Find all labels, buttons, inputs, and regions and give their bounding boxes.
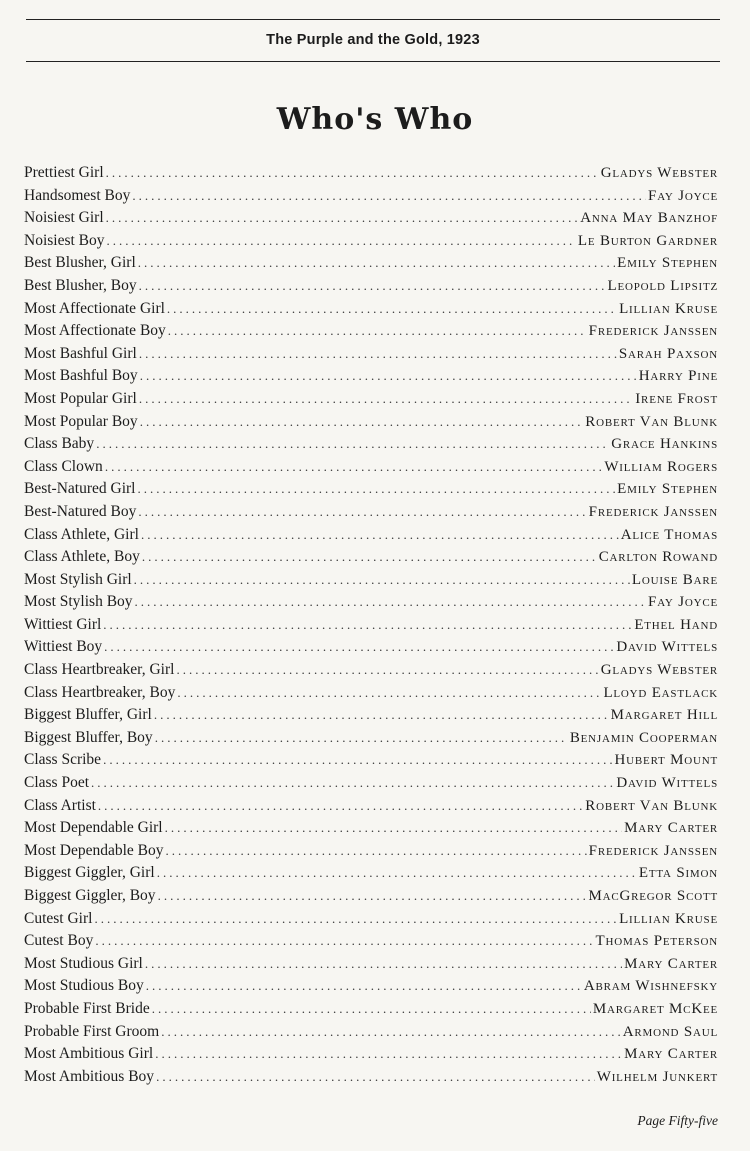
awardee-name: Robert Van Blunk xyxy=(585,797,718,814)
award-category: Best-Natured Girl xyxy=(24,480,136,498)
list-item xyxy=(24,774,718,797)
award-category: Most Dependable Girl xyxy=(24,819,163,837)
list-item xyxy=(24,458,718,481)
dot-leader xyxy=(145,956,622,972)
award-category: Most Popular Boy xyxy=(24,412,138,430)
award-category: Most Stylish Girl xyxy=(24,570,132,588)
list-item xyxy=(24,842,718,865)
list-item xyxy=(24,413,718,436)
list-item xyxy=(24,571,718,594)
dot-leader xyxy=(105,459,603,475)
dot-leader xyxy=(103,752,612,768)
award-category: Noisiest Boy xyxy=(24,231,105,249)
award-category: Most Stylish Boy xyxy=(24,593,133,611)
awardee-name: Frederick Janssen xyxy=(588,323,718,340)
list-item xyxy=(24,390,718,413)
dot-leader xyxy=(157,865,637,881)
list-item xyxy=(24,480,718,503)
dot-leader xyxy=(106,210,579,226)
award-category: Class Heartbreaker, Boy xyxy=(24,683,176,701)
list-item xyxy=(24,616,718,639)
awardee-name: Le Burton Gardner xyxy=(577,232,718,249)
award-category: Biggest Giggler, Girl xyxy=(24,864,155,882)
awardee-name: Thomas Peterson xyxy=(595,933,718,950)
dot-leader xyxy=(134,572,630,588)
dot-leader xyxy=(132,188,646,204)
award-category: Prettiest Girl xyxy=(24,164,104,181)
list-item xyxy=(24,593,718,616)
awardee-name: Margaret McKee xyxy=(592,1000,718,1017)
awardee-name: Armond Saul xyxy=(622,1023,718,1040)
awardee-name: Irene Frost xyxy=(635,390,718,407)
dot-leader xyxy=(165,820,622,836)
list-item xyxy=(24,910,718,933)
awardee-name: David Wittels xyxy=(616,639,718,656)
dot-leader xyxy=(168,323,587,339)
awardee-name: Louise Bare xyxy=(631,571,718,588)
awardee-name: Anna May Banzhof xyxy=(580,210,718,227)
awardee-name: Alice Thomas xyxy=(620,526,718,543)
dot-leader xyxy=(104,639,614,655)
awardee-name: Emily Stephen xyxy=(617,481,718,498)
dot-leader xyxy=(139,346,617,362)
award-category: Probable First Groom xyxy=(24,1022,160,1040)
award-category: Wittiest Boy xyxy=(24,638,103,656)
awardee-name: Hubert Mount xyxy=(614,752,718,769)
dot-leader xyxy=(161,1024,621,1040)
awardee-name: Lloyd Eastlack xyxy=(603,684,718,701)
award-category: Noisiest Girl xyxy=(24,209,104,227)
dot-leader xyxy=(137,481,615,497)
awardee-name: Emily Stephen xyxy=(617,255,718,272)
award-category: Class Clown xyxy=(24,457,103,475)
dot-leader xyxy=(165,843,586,859)
list-item xyxy=(24,887,718,910)
award-category: Most Dependable Boy xyxy=(24,841,164,859)
list-item xyxy=(24,254,718,277)
list-item xyxy=(24,526,718,549)
dot-leader xyxy=(156,1069,595,1085)
award-category: Best Blusher, Boy xyxy=(24,276,137,294)
award-category: Most Ambitious Girl xyxy=(24,1045,154,1063)
awardee-name: William Rogers xyxy=(604,458,718,475)
award-category: Class Athlete, Girl xyxy=(24,525,139,543)
awardee-name: Gladys Webster xyxy=(600,662,718,679)
award-category: Cutest Girl xyxy=(24,909,93,927)
dot-leader xyxy=(177,685,601,701)
dot-leader xyxy=(138,504,586,520)
dot-leader xyxy=(135,594,647,610)
awardee-name: Margaret Hill xyxy=(610,707,718,724)
list-item xyxy=(24,1023,718,1046)
awardee-name: Grace Hankins xyxy=(611,436,718,453)
award-category: Most Popular Girl xyxy=(24,389,137,407)
award-category: Biggest Bluffer, Girl xyxy=(24,706,152,724)
awardee-name: Carlton Rowand xyxy=(598,549,718,566)
awardee-name: Abram Wishnefsky xyxy=(583,978,718,995)
award-category: Best-Natured Boy xyxy=(24,502,137,520)
awardee-name: Mary Carter xyxy=(624,1046,718,1063)
list-item xyxy=(24,435,718,458)
list-item xyxy=(24,164,718,187)
list-item xyxy=(24,661,718,684)
dot-leader xyxy=(98,798,583,814)
dot-leader xyxy=(155,1046,622,1062)
award-category: Class Scribe xyxy=(24,751,102,769)
whos-who-list xyxy=(24,164,718,1090)
dot-leader xyxy=(158,888,587,904)
dot-leader xyxy=(139,278,606,294)
list-item xyxy=(24,548,718,571)
page-number: Page Fifty-five xyxy=(637,1113,718,1128)
list-item xyxy=(24,706,718,729)
dot-leader xyxy=(140,368,637,384)
award-category: Probable First Bride xyxy=(24,999,150,1017)
page-title: Who's Who xyxy=(276,102,474,137)
awardee-name: David Wittels xyxy=(616,775,718,792)
dot-leader xyxy=(106,165,599,181)
awardee-name: Frederick Janssen xyxy=(588,842,718,859)
awardee-name: Leopold Lipsitz xyxy=(607,277,718,294)
awardee-name: Gladys Webster xyxy=(600,165,718,181)
award-category: Class Baby xyxy=(24,435,95,453)
list-item xyxy=(24,638,718,661)
awardee-name: Lillian Kruse xyxy=(619,300,718,317)
awardee-name: Lillian Kruse xyxy=(619,910,718,927)
list-item xyxy=(24,367,718,390)
dot-leader xyxy=(155,730,568,746)
dot-leader xyxy=(96,436,609,452)
dot-leader xyxy=(152,1001,591,1017)
awardee-name: Fay Joyce xyxy=(648,594,718,611)
awardee-name: Frederick Janssen xyxy=(588,503,718,520)
award-category: Class Poet xyxy=(24,774,90,792)
dot-leader xyxy=(167,301,617,317)
list-item xyxy=(24,1000,718,1023)
awardee-name: Harry Pine xyxy=(638,368,718,385)
list-item xyxy=(24,1045,718,1068)
award-category: Most Ambitious Boy xyxy=(24,1067,155,1085)
dot-leader xyxy=(94,911,617,927)
list-item xyxy=(24,322,718,345)
list-item xyxy=(24,345,718,368)
awardee-name: Etta Simon xyxy=(638,865,718,882)
awardee-name: Mary Carter xyxy=(624,955,718,972)
list-item xyxy=(24,209,718,232)
award-category: Class Heartbreaker, Girl xyxy=(24,661,175,679)
list-item xyxy=(24,187,718,210)
awardee-name: Robert Van Blunk xyxy=(585,413,718,430)
award-category: Biggest Giggler, Boy xyxy=(24,887,156,904)
dot-leader xyxy=(154,707,609,723)
header-top-rule xyxy=(26,19,720,20)
list-item xyxy=(24,864,718,887)
awardee-name: MacGregor Scott xyxy=(588,888,718,904)
list-item xyxy=(24,1068,718,1091)
list-item xyxy=(24,684,718,707)
list-item xyxy=(24,503,718,526)
list-item xyxy=(24,751,718,774)
award-category: Most Affectionate Boy xyxy=(24,322,166,340)
running-header: The Purple and the Gold, 1923 xyxy=(266,32,480,48)
award-category: Class Athlete, Boy xyxy=(24,548,140,566)
award-category: Most Bashful Boy xyxy=(24,367,138,385)
list-item xyxy=(24,729,718,752)
award-category: Most Bashful Girl xyxy=(24,344,137,362)
award-category: Cutest Boy xyxy=(24,932,94,950)
list-item xyxy=(24,932,718,955)
header-bottom-rule xyxy=(26,61,720,62)
award-category: Class Artist xyxy=(24,796,96,814)
list-item xyxy=(24,277,718,300)
list-item xyxy=(24,955,718,978)
award-category: Most Studious Boy xyxy=(24,977,144,995)
dot-leader xyxy=(138,255,615,271)
dot-leader xyxy=(176,662,598,678)
award-category: Most Affectionate Girl xyxy=(24,299,165,317)
list-item xyxy=(24,232,718,255)
awardee-name: Mary Carter xyxy=(624,820,718,837)
list-item xyxy=(24,300,718,323)
dot-leader xyxy=(139,391,633,407)
award-category: Handsomest Boy xyxy=(24,186,131,204)
award-category: Best Blusher, Girl xyxy=(24,254,136,272)
list-item xyxy=(24,819,718,842)
awardee-name: Benjamin Cooperman xyxy=(569,729,718,746)
awardee-name: Ethel Hand xyxy=(634,616,718,633)
dot-leader xyxy=(141,527,619,543)
dot-leader xyxy=(107,233,576,249)
dot-leader xyxy=(146,978,582,994)
list-item xyxy=(24,797,718,820)
dot-leader xyxy=(140,414,584,430)
awardee-name: Wilhelm Junkert xyxy=(596,1068,718,1085)
award-category: Most Studious Girl xyxy=(24,954,143,972)
award-category: Wittiest Girl xyxy=(24,615,102,633)
dot-leader xyxy=(95,933,593,949)
dot-leader xyxy=(103,617,632,633)
list-item xyxy=(24,977,718,1000)
awardee-name: Fay Joyce xyxy=(648,187,718,204)
dot-leader xyxy=(142,549,597,565)
award-category: Biggest Bluffer, Boy xyxy=(24,728,153,746)
dot-leader xyxy=(91,775,614,791)
awardee-name: Sarah Paxson xyxy=(618,345,718,362)
